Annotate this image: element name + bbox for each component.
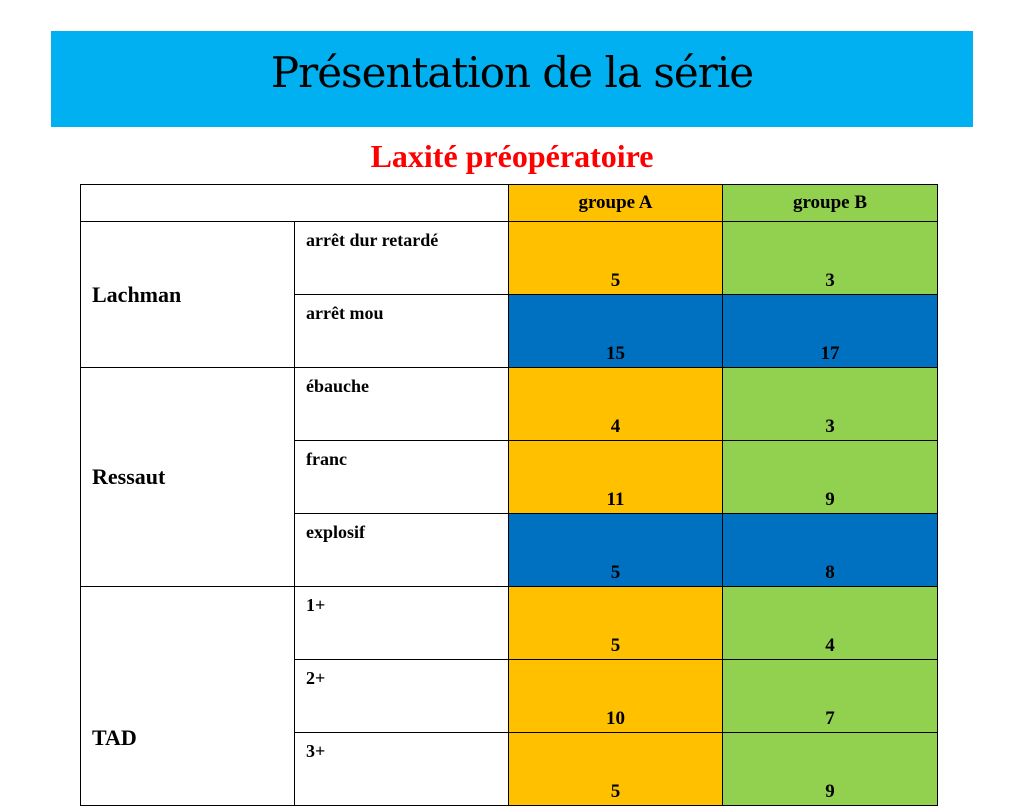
row-label: ébauche bbox=[295, 368, 509, 441]
value-groupe-a: 5 bbox=[509, 587, 723, 660]
table-row bbox=[81, 587, 938, 660]
laxity-table bbox=[80, 184, 938, 806]
value-groupe-a: 5 bbox=[509, 733, 723, 806]
group-label-ressaut: Ressaut bbox=[81, 368, 295, 587]
table-row bbox=[81, 222, 938, 295]
header-empty-cell bbox=[81, 185, 509, 222]
group-label-lachman: Lachman bbox=[81, 222, 295, 368]
header-groupe-b: groupe B bbox=[723, 185, 938, 222]
row-label: 3+ bbox=[295, 733, 509, 806]
value-groupe-b: 8 bbox=[723, 514, 938, 587]
value-groupe-a: 10 bbox=[509, 660, 723, 733]
value-groupe-a: 5 bbox=[509, 514, 723, 587]
row-label: arrêt dur retardé bbox=[295, 222, 509, 295]
value-groupe-b: 9 bbox=[723, 441, 938, 514]
slide-subtitle: Laxité préopératoire bbox=[370, 138, 654, 174]
value-groupe-b: 3 bbox=[723, 368, 938, 441]
row-label: 1+ bbox=[295, 587, 509, 660]
value-groupe-a: 5 bbox=[509, 222, 723, 295]
row-label: 2+ bbox=[295, 660, 509, 733]
title-banner bbox=[51, 31, 973, 127]
header-groupe-a: groupe A bbox=[509, 185, 723, 222]
row-label: arrêt mou bbox=[295, 295, 509, 368]
value-groupe-a: 15 bbox=[509, 295, 723, 368]
row-label: franc bbox=[295, 441, 509, 514]
value-groupe-b: 7 bbox=[723, 660, 938, 733]
row-label: explosif bbox=[295, 514, 509, 587]
value-groupe-b: 9 bbox=[723, 733, 938, 806]
value-groupe-a: 4 bbox=[509, 368, 723, 441]
group-label-tad: TAD bbox=[81, 587, 295, 806]
value-groupe-b: 17 bbox=[723, 295, 938, 368]
value-groupe-b: 4 bbox=[723, 587, 938, 660]
table-row bbox=[81, 368, 938, 441]
value-groupe-b: 3 bbox=[723, 222, 938, 295]
value-groupe-a: 11 bbox=[509, 441, 723, 514]
table-header-row bbox=[81, 185, 938, 222]
slide-title: Présentation de la série bbox=[270, 47, 754, 97]
